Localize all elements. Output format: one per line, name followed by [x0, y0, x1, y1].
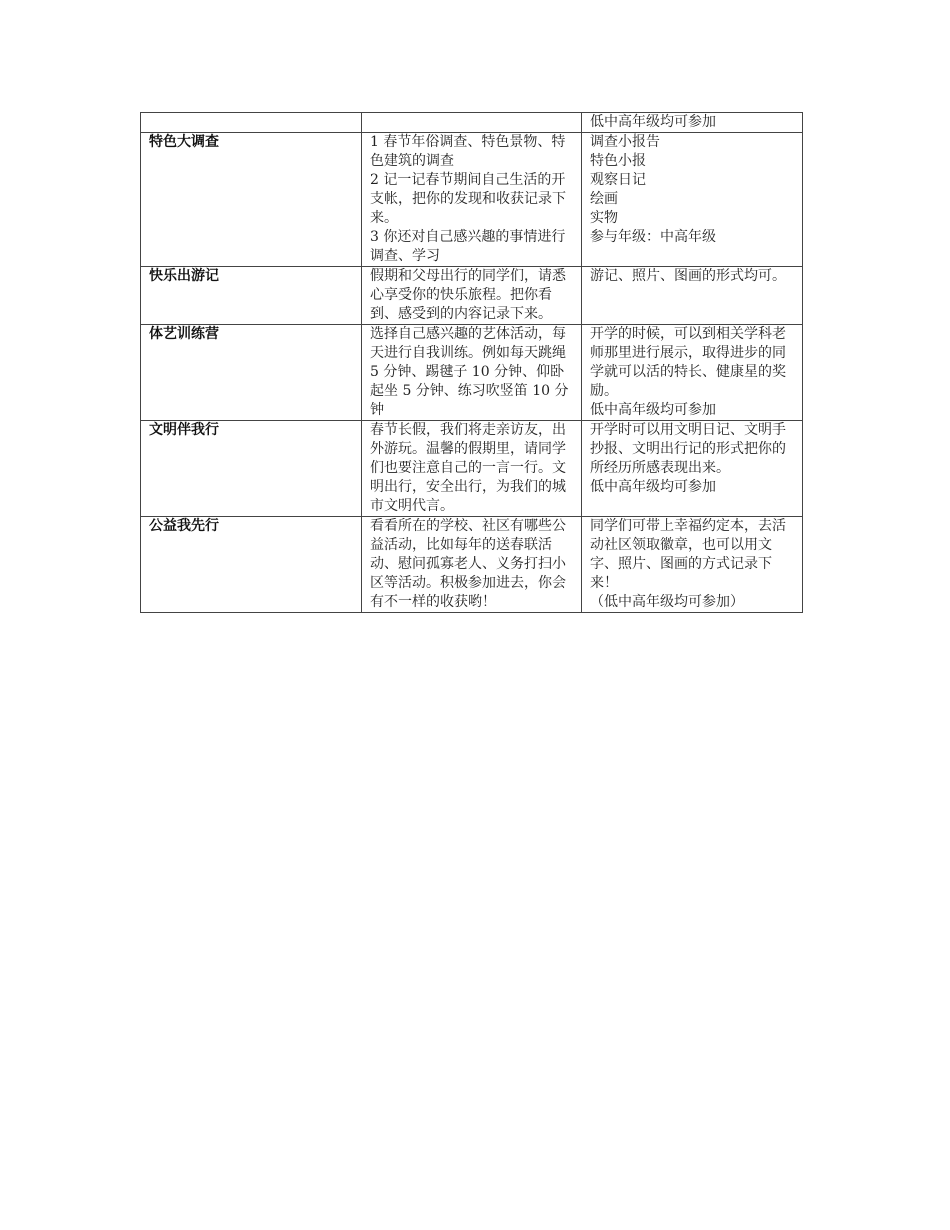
table-row — [141, 421, 803, 517]
content-line: 看看所在的学校、社区有哪些公益活动，比如每年的送春联活动、慰问孤寡老人、义务打扫小区等活动。积极参加进去，你会有不一样的收获哟！ — [370, 518, 566, 610]
content-line: 2 记一记春节期间自己生活的开支帐，把你的发现和收获记录下来。 — [370, 172, 566, 226]
requirement-line: 开学的时候，可以到相关学科老师那里进行展示，取得进步的同学就可以活的特长、健康星的奖励。 — [590, 326, 786, 399]
requirement-line: 绘画 — [590, 191, 618, 207]
activity-requirement-cell — [582, 267, 803, 325]
requirement-line: 低中高年级均可参加 — [590, 479, 716, 495]
requirement-line: 开学时可以用文明日记、文明手抄报、文明出行记的形式把你的所经历所感表现出来。 — [590, 422, 786, 476]
activity-name-cell: 体艺训练营 — [141, 325, 362, 421]
activity-name-cell: 公益我先行 — [141, 517, 362, 613]
requirement-line: 调查小报告 — [590, 134, 660, 150]
requirement-line: 参与年级：中高年级 — [590, 229, 716, 245]
requirement-line: （低中高年级均可参加） — [590, 594, 744, 610]
content-line: 假期和父母出行的同学们，请悉心享受你的快乐旅程。把你看到、感受到的内容记录下来。 — [370, 268, 566, 322]
activity-name-cell — [141, 113, 362, 133]
table-row — [141, 133, 803, 267]
requirement-line: 游记、照片、图画的形式均可。 — [590, 268, 786, 284]
activity-requirement-cell — [582, 133, 803, 267]
activity-requirement-cell — [582, 517, 803, 613]
activity-content-cell — [362, 325, 582, 421]
content-line: 春节长假，我们将走亲访友，出外游玩。温馨的假期里，请同学们也要注意自己的一言一行。文明出行，安全出行，为我们的城市文明代言。 — [370, 422, 566, 514]
activity-content-cell — [362, 517, 582, 613]
requirement-line: 同学们可带上幸福约定本，去活动社区领取徽章，也可以用文字、照片、图画的方式记录下来！ — [590, 518, 786, 591]
activity-requirement-cell: 低中高年级均可参加 — [582, 113, 803, 133]
table-row — [141, 113, 803, 133]
requirement-line: 实物 — [590, 210, 618, 226]
activity-name-cell: 文明伴我行 — [141, 421, 362, 517]
activity-content-cell — [362, 421, 582, 517]
activity-content-cell — [362, 133, 582, 267]
requirement-line: 低中高年级均可参加 — [590, 402, 716, 418]
activity-name-cell: 特色大调查 — [141, 133, 362, 267]
activity-content-cell — [362, 113, 582, 133]
activity-requirement-cell — [582, 325, 803, 421]
activity-requirement-cell — [582, 421, 803, 517]
activities-table — [140, 112, 803, 613]
activity-name-cell: 快乐出游记 — [141, 267, 362, 325]
content-line: 选择自己感兴趣的艺体活动，每天进行自我训练。例如每天跳绳 5 分钟、踢毽子 10 分钟、仰卧起坐 5 分钟、练习吹竖笛 10 分钟 — [370, 326, 569, 418]
table-row — [141, 267, 803, 325]
requirement-line: 特色小报 — [590, 153, 646, 169]
table-row — [141, 517, 803, 613]
content-line: 3 你还对自己感兴趣的事情进行调查、学习 — [370, 229, 566, 264]
table-row — [141, 325, 803, 421]
activity-content-cell — [362, 267, 582, 325]
content-line: 1 春节年俗调查、特色景物、特色建筑的调查 — [370, 134, 566, 169]
requirement-line: 观察日记 — [590, 172, 646, 188]
